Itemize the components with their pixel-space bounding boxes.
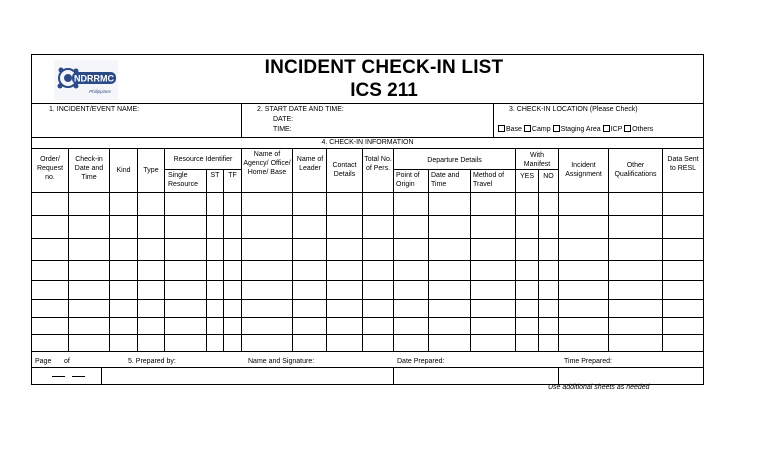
- location-option-base[interactable]: Base: [498, 126, 522, 133]
- col-divider: [206, 169, 207, 351]
- row-line: [31, 238, 704, 239]
- col-no-header: NO: [543, 173, 554, 180]
- col-agency-header: Name of Agency/ Office/ Home/ Base: [243, 151, 291, 176]
- col-tf-header: TF: [228, 172, 237, 179]
- col-date-time-header: Date and Time: [431, 172, 460, 188]
- manifest-sub-line: [515, 169, 558, 170]
- col-type-header: Type: [143, 167, 159, 174]
- checkbox-icon[interactable]: [498, 125, 505, 132]
- col-contact-header: Contact Details: [332, 162, 357, 178]
- col-divider: [662, 148, 663, 351]
- col-kind-header: Kind: [116, 167, 131, 174]
- page-number-blank[interactable]: [52, 376, 65, 377]
- time-prepared-label: Time Prepared:: [564, 358, 612, 365]
- col-qualifications-header: Other Qualifications: [614, 162, 657, 178]
- row-line: [31, 280, 704, 281]
- form-code: ICS 211: [350, 80, 418, 101]
- location-option-camp[interactable]: Camp: [524, 126, 551, 133]
- footer-divider: [558, 367, 559, 385]
- section4-title: 4. CHECK-IN INFORMATION: [321, 139, 414, 146]
- row-line: [31, 215, 704, 216]
- col-point-of-origin-header: Point of Origin: [396, 172, 420, 188]
- checkbox-icon[interactable]: [553, 125, 560, 132]
- logo-subtext: Philippines: [89, 89, 111, 94]
- col-checkin-header: Check-in Date and Time: [74, 156, 104, 181]
- col-divider: [137, 148, 138, 351]
- col-st-header: ST: [210, 172, 220, 179]
- col-divider: [470, 169, 471, 351]
- date-label: DATE:: [273, 116, 294, 123]
- page-of-label: of: [64, 358, 70, 365]
- name-signature-label: Name and Signature:: [248, 358, 315, 365]
- start-datetime-label: 2. START DATE AND TIME:: [257, 106, 344, 113]
- incident-name-label: 1. INCIDENT/EVENT NAME:: [49, 106, 140, 113]
- checkin-location-label: 3. CHECK-IN LOCATION (Please Check): [509, 106, 638, 113]
- section4-line: [31, 148, 704, 149]
- location-options: [498, 125, 653, 134]
- prepared-by-label: 5. Prepared by:: [128, 358, 176, 365]
- col-divider: [362, 148, 363, 351]
- logo-text: NDRRMC: [74, 73, 114, 84]
- col-order-header: Order/ Request no.: [36, 156, 64, 181]
- col-divider: [109, 148, 110, 351]
- header-top-line: [31, 103, 704, 104]
- page-total-blank[interactable]: [72, 376, 85, 377]
- row-line: [31, 260, 704, 261]
- page-label: Page: [35, 358, 52, 365]
- form-title: INCIDENT CHECK-IN LIST: [264, 57, 504, 78]
- col-divider: [223, 169, 224, 351]
- table-header-line: [31, 192, 704, 193]
- col-single-resource-header: Single Resource: [168, 172, 198, 188]
- col-yes-header: YES: [519, 173, 534, 180]
- col-resource-identifier-header: Resource Identifier: [173, 156, 233, 163]
- location-option-others[interactable]: Others: [624, 126, 653, 133]
- header-divider: [493, 103, 494, 137]
- resource-sub-line: [164, 169, 241, 170]
- time-label: TIME:: [273, 126, 292, 133]
- col-divider: [241, 148, 242, 351]
- location-option-staging-area[interactable]: Staging Area: [553, 126, 601, 133]
- col-divider: [538, 169, 539, 351]
- row-line: [31, 299, 704, 300]
- row-line: [31, 317, 704, 318]
- checkbox-icon[interactable]: [603, 125, 610, 132]
- footer-divider: [393, 367, 394, 385]
- location-option-icp[interactable]: ICP: [603, 126, 623, 133]
- row-line: [31, 334, 704, 335]
- col-total-header: Total No. of Pers.: [364, 156, 392, 172]
- additional-sheets-note: Use additional sheets as needed: [548, 384, 650, 391]
- checkbox-icon[interactable]: [624, 125, 631, 132]
- col-divider: [393, 148, 394, 351]
- footer-mid-line: [31, 367, 704, 368]
- col-divider: [428, 169, 429, 351]
- col-divider: [292, 148, 293, 351]
- col-leader-header: Name of Leader: [296, 156, 324, 172]
- col-departure-header: Departure Details: [427, 157, 482, 164]
- footer-divider: [101, 367, 102, 385]
- table-bottom-line: [31, 351, 704, 352]
- col-manifest-header: With Manifest: [523, 152, 551, 168]
- col-data-sent-header: Data Sent to RESL: [667, 156, 699, 172]
- date-prepared-label: Date Prepared:: [397, 358, 445, 365]
- col-method-header: Method of Travel: [473, 172, 505, 188]
- departure-sub-line: [393, 169, 515, 170]
- header-divider: [241, 103, 242, 137]
- checkbox-icon[interactable]: [524, 125, 531, 132]
- col-assignment-header: Incident Assignment: [565, 162, 602, 178]
- col-divider: [164, 148, 165, 351]
